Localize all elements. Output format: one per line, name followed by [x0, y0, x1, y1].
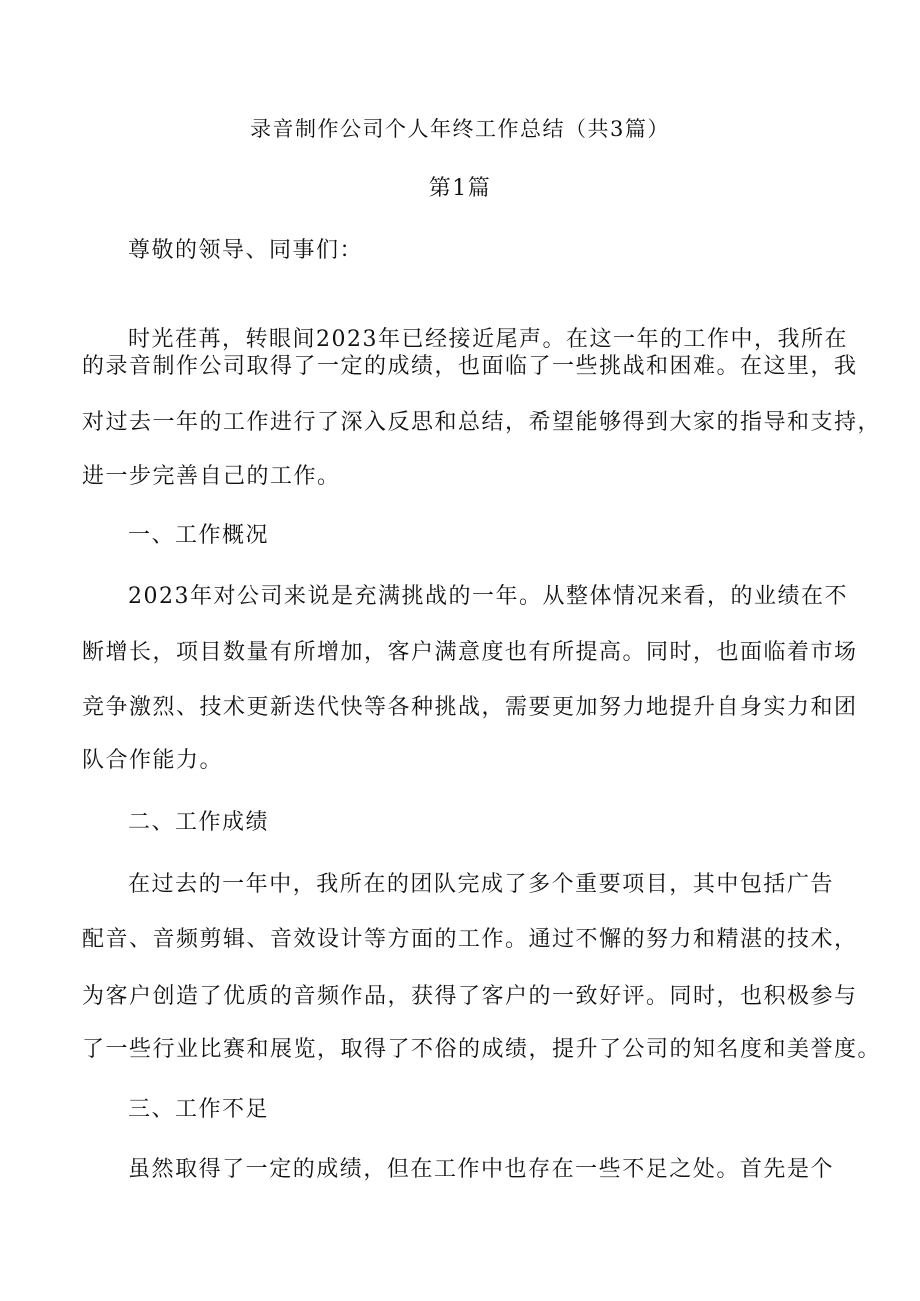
- document-title: 录音制作公司个人年终工作总结（共3篇）: [250, 117, 670, 141]
- paragraph-line: 竞争激烈、技术更新迭代快等各种挑战，需要更加努力地提升自身实力和团: [82, 695, 858, 720]
- paragraph-line: 时光荏苒，转眼间2023年已经接近尾声。在这一年的工作中，我所在: [128, 327, 848, 352]
- section-heading: 三、工作不足: [128, 1097, 270, 1122]
- paragraph-line: 的录音制作公司取得了一定的成绩，也面临了一些挑战和困难。在这里，我: [82, 354, 858, 379]
- paragraph-line: 对过去一年的工作进行了深入反思和总结，希望能够得到大家的指导和支持，: [82, 410, 882, 435]
- greeting: 尊敬的领导、同事们：: [128, 238, 364, 263]
- part-heading: 第1篇: [428, 176, 492, 201]
- paragraph-line: 为客户创造了优质的音频作品，获得了客户的一致好评。同时，也积极参与: [82, 984, 858, 1009]
- section-heading: 一、工作概况: [128, 523, 270, 548]
- paragraph-line: 配音、音频剪辑、音效设计等方面的工作。通过不懈的努力和精湛的技术，: [82, 927, 858, 952]
- paragraph-line: 虽然取得了一定的成绩，但在工作中也存在一些不足之处。首先是个: [128, 1157, 834, 1182]
- paragraph-line: 断增长，项目数量有所增加，客户满意度也有所提高。同时，也面临着市场: [82, 640, 858, 665]
- paragraph-line: 进一步完善自己的工作。: [82, 464, 341, 489]
- paragraph-line: 2023年对公司来说是充满挑战的一年。从整体情况来看，的业绩在不: [128, 584, 848, 609]
- paragraph-line: 队合作能力。: [82, 748, 224, 773]
- section-heading: 二、工作成绩: [128, 810, 270, 835]
- paragraph-line: 在过去的一年中，我所在的团队完成了多个重要项目，其中包括广告: [128, 872, 834, 897]
- paragraph-line: 了一些行业比赛和展览，取得了不俗的成绩，提升了公司的知名度和美誉度。: [82, 1037, 882, 1062]
